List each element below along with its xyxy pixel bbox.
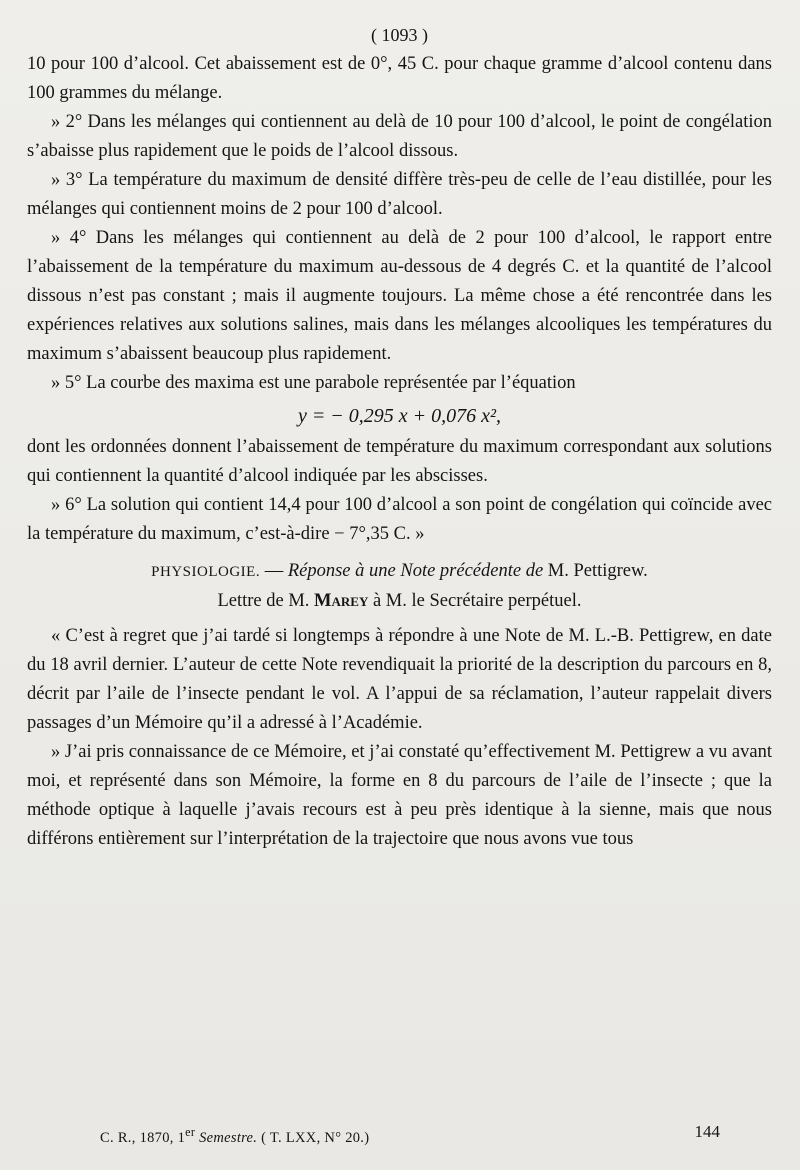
footer-citation bbox=[100, 1122, 369, 1148]
page-footer bbox=[100, 1122, 720, 1148]
citation-part: C. R., 1870, 1 bbox=[100, 1129, 186, 1146]
citation-volume: ( T. LXX, N° 20.) bbox=[257, 1129, 370, 1146]
paragraph: » 6° La solution qui contient 14,4 pour 100 d’alcool a son point de congélation qui coïncide avec la température du maximum, c’est-à-dire − 7°,35 C. » bbox=[27, 495, 772, 544]
paragraph: » 2° Dans les mélanges qui contiennent au delà de 10 pour 100 d’alcool, le point de congélation s’abaisse plus rapidement que le poids de l’alcool dissous. bbox=[27, 112, 772, 161]
section-title-name: M. Pettigrew. bbox=[547, 561, 648, 581]
paragraph: » 5° La courbe des maxima est une parabole représentée par l’équation bbox=[51, 373, 576, 393]
page-number: ( 1093 ) bbox=[371, 25, 428, 45]
author-name: Marey bbox=[314, 591, 369, 611]
equation: y = − 0,295 x + 0,076 x², bbox=[297, 405, 502, 427]
paragraph: » J’ai pris connaissance de ce Mémoire, et j’ai constaté qu’effectivement M. Pettigrew a vu avant moi, et représenté dans son Mémoire, la forme en 8 du parcours de l’aile de l’insecte ; que la méthode optique à laquelle j’avais recours est à peu près identique à la sienne, mais que nous différons entièrement sur l’interprétation de la trajectoire que nous avons vue tous bbox=[27, 742, 772, 849]
subtitle-after: à M. le Secrétaire perpétuel. bbox=[368, 591, 582, 611]
paragraph-group-1 bbox=[27, 50, 772, 398]
paragraph: « C’est à regret que j’ai tardé si longtemps à répondre à une Note de M. L.-B. Pettigrew, en date du 18 avril dernier. L’auteur de cette Note revendiquait la priorité de la description du parcours en 8, décrit par l’aile de l’insecte pendant le vol. A l’appui de sa réclamation, l’auteur rappelait divers passages d’un Mémoire qu’il a adressé à l’Académie. bbox=[27, 626, 772, 733]
paragraph-group-2 bbox=[27, 433, 772, 549]
paragraph: » 3° La température du maximum de densité diffère très-peu de celle de l’eau distillée, pour les mélanges qui contiennent moins de 2 pour 100 d’alcool. bbox=[27, 170, 772, 219]
subtitle-before: Lettre de M. bbox=[217, 591, 315, 611]
citation-sup: er bbox=[185, 1125, 196, 1139]
signature-number: 144 bbox=[694, 1122, 720, 1141]
section-dash: — bbox=[260, 561, 288, 581]
section-heading bbox=[27, 557, 772, 587]
citation-semestre: Semestre. bbox=[195, 1129, 258, 1146]
section-label: PHYSIOLOGIE. bbox=[151, 564, 261, 580]
paragraph: dont les ordonnées donnent l’abaissement de température du maximum correspondant aux solutions qui contiennent la quantité d’alcool indiquée par les abscisses. bbox=[27, 437, 772, 486]
page-content bbox=[27, 22, 772, 854]
letter-body bbox=[27, 622, 772, 854]
paragraph: » 4° Dans les mélanges qui contiennent au delà de 2 pour 100 d’alcool, le rapport entre l’abaissement de la température du maximum au-dessous de 4 degrés C. et la quantité de l’alcool dissous n’est pas constant ; mais il augmente toujours. La même chose a été rencontrée dans les expériences relatives aux solutions salines, mais dans les mélanges alcooliques les températures du maximum s’abaissent beaucoup plus rapidement. bbox=[27, 228, 772, 364]
paragraph: 10 pour 100 d’alcool. Cet abaissement est de 0°, 45 C. pour chaque gramme d’alcool contenu dans 100 grammes du mélange. bbox=[27, 54, 772, 103]
section-title: Réponse à une Note précédente de bbox=[287, 561, 548, 581]
section-subtitle bbox=[27, 587, 772, 616]
